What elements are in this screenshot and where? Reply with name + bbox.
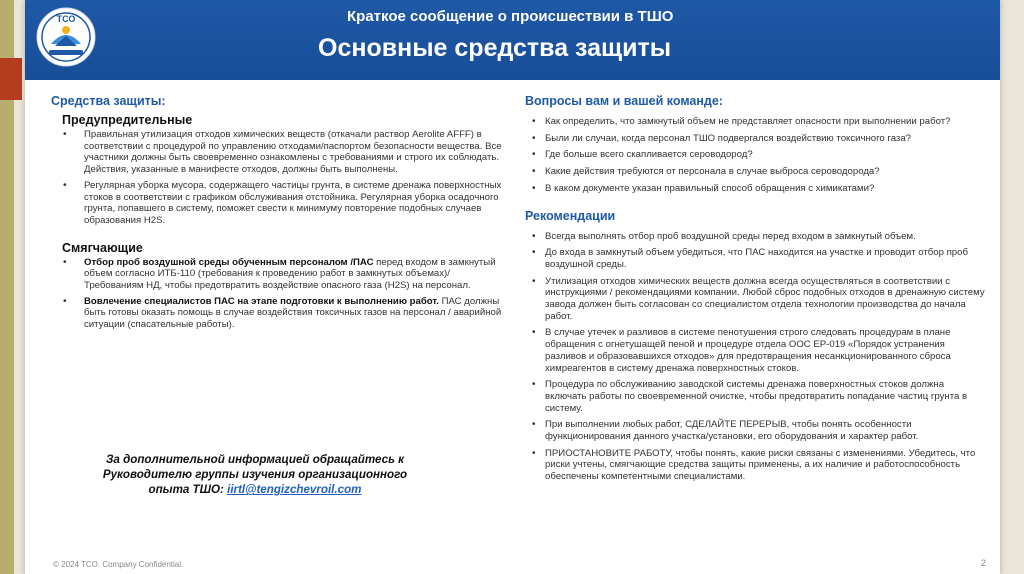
list-item: • Где больше всего скапливается сероводород?	[525, 149, 987, 161]
list-item-text: ПАС должны быть готовы оказать помощь в случае воздействия токсичных газов на персонал / аварийной ситуации (спасательные работы).	[84, 295, 502, 331]
footer-copyright: © 2024 TCO. Company Confidential.	[53, 560, 184, 569]
logo-text: ТСО	[56, 14, 76, 24]
list-item: • В случае утечек и разливов в системе пенотушения строго следовать процедурам в плане обращения с огнетушащей пеной и процедуре отдела ООС EP-019 «Порядок устранения разливов и образовавшихся отходов» для предотвращения несанкционированного сброса химреагентов в систему дренажа поверхностных стоков.	[525, 327, 987, 374]
red-accent-tab	[0, 58, 22, 100]
list-item-bold: Вовлечение специалистов ПАС на этапе подготовки к выполнению работ.	[84, 295, 439, 307]
list-item: • В каком документе указан правильный способ обращения с химикатами?	[525, 183, 987, 195]
recommendations-title: Рекомендации	[525, 208, 616, 223]
header-bar	[25, 0, 1000, 80]
right-column	[525, 94, 987, 488]
recommendations-list	[525, 231, 987, 483]
list-item: • Какие действия требуются от персонала в случае выброса сероводорода?	[525, 166, 987, 178]
list-item: • Всегда выполнять отбор проб воздушной среды перед входом в замкнутый объем.	[525, 231, 987, 243]
list-item: • Были ли случаи, когда персонал ТШО подвергался воздействию токсичного газа?	[525, 133, 987, 145]
mitigating-list	[51, 257, 503, 331]
page-number: 2	[981, 558, 987, 568]
contact-line: Руководителю группы изучения организационного	[102, 468, 408, 481]
protection-section-title: Средства защиты:	[51, 94, 166, 108]
list-item: • Правильная утилизация отходов химических веществ (откачали раствор Aerolite AFFF) в соответствии с процедурой по управлению отходами/паспортом безопасности вещества. Все участники должны быть своевременно ознакомлены с требованиями и строго их соблюдать. Действия, указанные в манифесте отходов, должны быть выполнены.	[51, 129, 503, 176]
list-item-text: перед входом в замкнутый объем согласно ИТБ-110 (требования к проведению работ в замкнутых объемах)/ Требованиям НД, чтобы предотвратить воздействие опасного газа (H2S) на персонал.	[84, 256, 496, 292]
list-item: • Утилизация отходов химических веществ должна всегда осуществляться в соответствии с инструкциями / рекомендациями компании. Любой сброс подобных отходов в дренажную систему завода должен быть согласован со специалистом отдела технологии производства до начала работ.	[525, 276, 987, 323]
questions-title: Вопросы вам и вашей команде:	[525, 94, 723, 108]
list-item: • Регулярная уборка мусора, содержащего частицы грунта, в системе дренажа поверхностных стоков в соответствии с графиком обслуживания отстойника. Регулярная уборка осадочного грунта, попавшего в систему, поможет свести к минимуму повторение подобных случаев образования H2S.	[51, 180, 503, 227]
preventive-title: Предупредительные	[62, 113, 193, 127]
tco-logo-icon	[35, 6, 97, 68]
header-subtitle: Краткое сообщение о происшествии в ТШО	[347, 8, 674, 25]
list-item: • Процедура по обслуживанию заводской системы дренажа поверхностных стоков должна включать работы по своевременной очистке, чтобы предотвратить попадание частиц грунта в систему.	[525, 379, 987, 414]
contact-note	[65, 452, 445, 497]
contact-prefix: опыта ТШО:	[148, 483, 224, 496]
list-item: • При выполнении любых работ, СДЕЛАЙТЕ ПЕРЕРЫВ, чтобы понять особенности функционирования данного участка/установки, его оборудования и характер работ.	[525, 419, 987, 442]
list-item	[51, 257, 503, 292]
page-title: Основные средства защиты	[318, 34, 672, 62]
list-item: • До входа в замкнутый объем убедиться, что ПАС находится на участке и проводит отбор проб воздушной среды.	[525, 247, 987, 270]
list-item	[51, 296, 503, 331]
questions-list	[525, 116, 987, 195]
slide	[25, 0, 1000, 574]
mitigating-title: Смягчающие	[62, 240, 143, 255]
list-item: • ПРИОСТАНОВИТЕ РАБОТУ, чтобы понять, какие риски связаны с изменениями. Убедитесь, что риски учтены, смягчающие средства защиты применены, а их наличие и работоспособность обеспечены компетентными специалистами.	[525, 448, 987, 483]
list-item: • Как определить, что замкнутый объем не представляет опасности при выполнении работ?	[525, 116, 987, 128]
list-item-bold: Отбор проб воздушной среды обученным персоналом /ПАС	[84, 256, 374, 268]
preventive-list	[51, 129, 503, 227]
left-column	[51, 94, 503, 335]
contact-line: За дополнительной информацией обращайтесь к	[105, 453, 405, 466]
contact-line	[65, 482, 445, 497]
contact-email-link[interactable]: iirtl@tengizchevroil.com	[227, 483, 362, 496]
